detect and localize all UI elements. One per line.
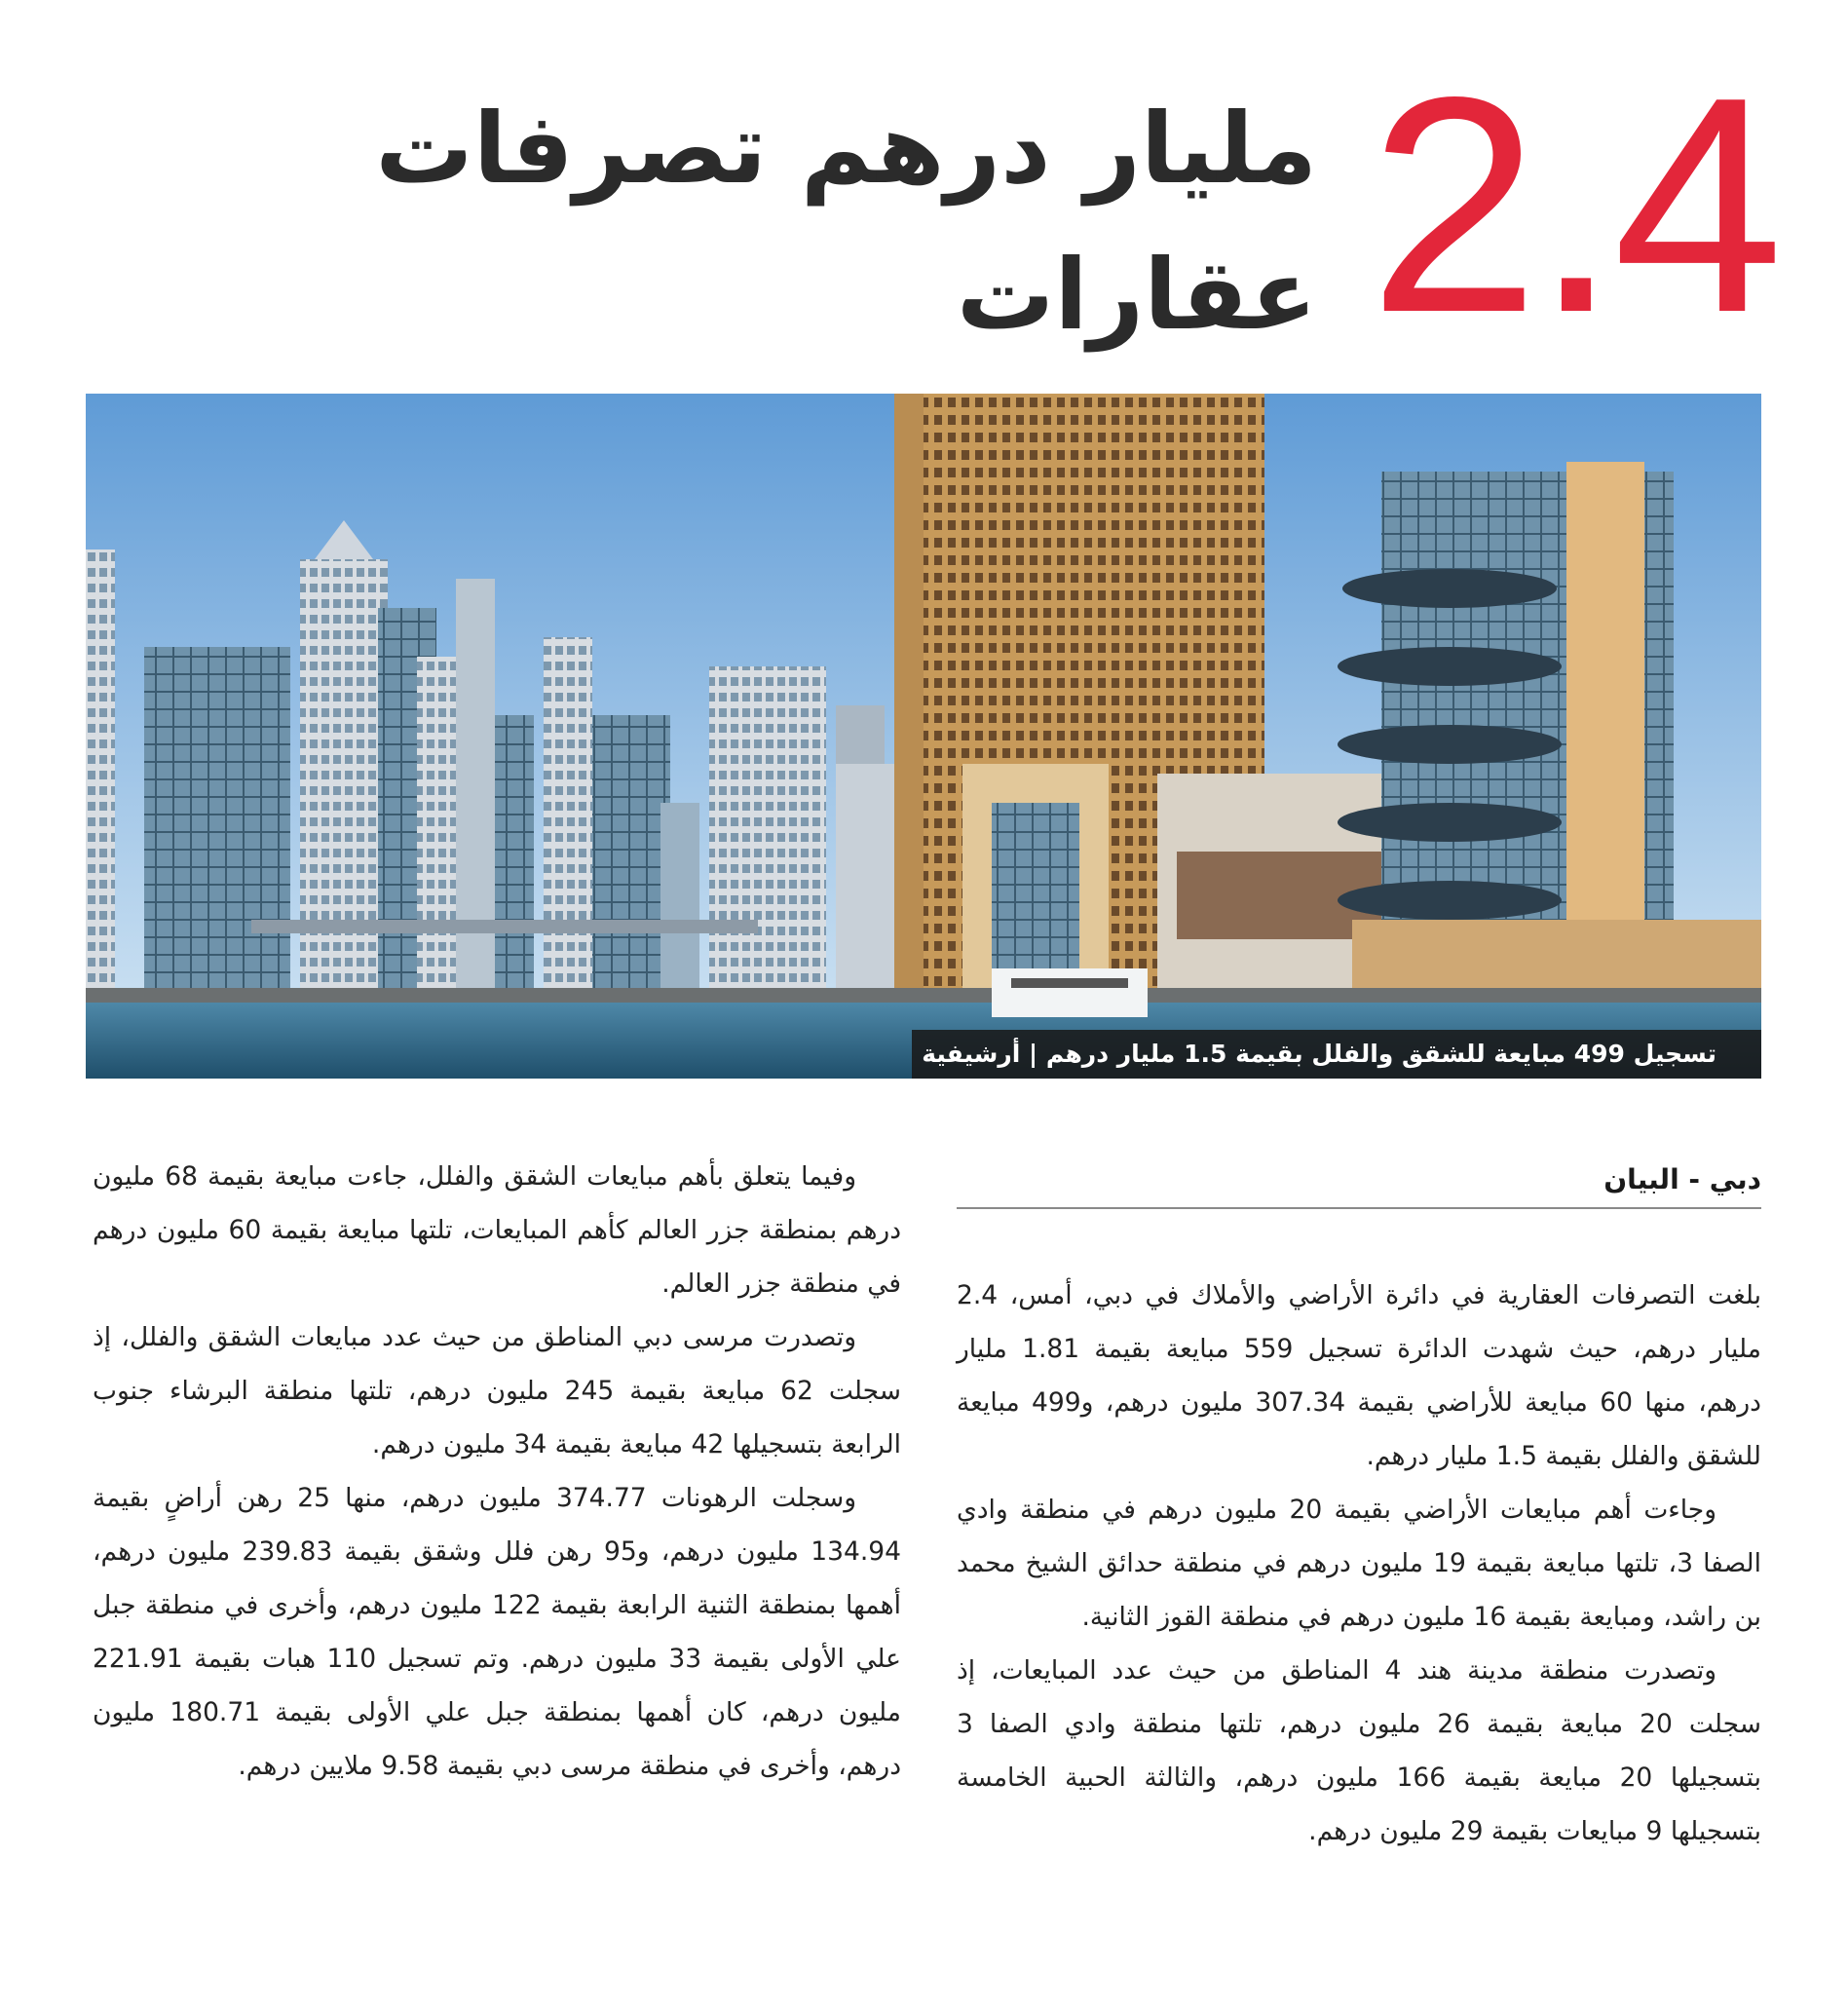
article-column-left — [93, 1150, 901, 1793]
article-dateline: دبي - البيان — [957, 1153, 1761, 1209]
paragraph: وجاءت أهم مبايعات الأراضي بقيمة 20 مليون درهم في منطقة وادي الصفا 3، تلتها مبايعة بقيمة 19 مليون درهم في منطقة حدائق الشيخ محمد بن راشد، ومبايعة بقيمة 16 مليون درهم في منطقة القوز الثانية. — [957, 1495, 1761, 1632]
photo-caption: تسجيل 499 مبايعة للشقق والفلل بقيمة 1.5 مليار درهم | أرشيفية — [912, 1030, 1761, 1079]
headline-area — [0, 0, 1848, 390]
paragraph: وفيما يتعلق بأهم مبايعات الشقق والفلل، جاءت مبايعة بقيمة 68 مليون درهم بمنطقة جزر العالم كأهم المبايعات، تلتها مبايعة بقيمة 60 مليون درهم في منطقة جزر العالم. — [93, 1161, 902, 1299]
article-column-right — [957, 1269, 1761, 1858]
headline-line-1: مليار درهم تصرفات عقارات — [375, 92, 1317, 352]
paragraph: بلغت التصرفات العقارية في دائرة الأراضي والأملاك في دبي، أمس، 2.4 مليار درهم، حيث شهدت الدائرة تسجيل 559 مبايعة بقيمة 1.81 مليار درهم، منها 60 مبايعة للأراضي بقيمة 307.34 مليون درهم، و499 مبايعة للشقق والفلل بقيمة 1.5 مليار درهم. — [957, 1280, 1761, 1471]
paragraph: وتصدرت مرسى دبي المناطق من حيث عدد مبايعات الشقق والفلل، إذ سجلت 62 مبايعة بقيمة 245 مليون درهم، تلتها منطقة البرشاء جنوب الرابعة بتسجيلها 42 مبايعة بقيمة 34 مليون درهم. — [93, 1322, 901, 1459]
dubai-marina-image — [86, 394, 1761, 1079]
headline-number: 2.4 — [1369, 33, 1778, 376]
paragraph: وسجلت الرهونات 374.77 مليون درهم، منها 25 رهن أراضٍ بقيمة 134.94 مليون درهم، و95 رهن فلل وشقق بقيمة 239.83 مليون درهم، أهمها بمنطقة الثنية الرابعة بقيمة 122 مليون درهم، وأخرى في منطقة جبل علي الأولى بقيمة 33 مليون درهم. وتم تسجيل 110 هبات بقيمة 221.91 مليون درهم، كان أهمها بمنطقة جبل علي الأولى بقيمة 180.71 مليون درهم، وأخرى في منطقة مرسى دبي بقيمة 9.58 ملايين درهم. — [93, 1483, 901, 1781]
article-photo — [86, 394, 1761, 1079]
paragraph: وتصدرت منطقة مدينة هند 4 المناطق من حيث عدد المبايعات، إذ سجلت 20 مبايعة بقيمة 26 مليون درهم، تلتها منطقة وادي الصفا 3 بتسجيلها 20 مبايعة بقيمة 166 مليون درهم، والثالثة الحبية الخامسة بتسجيلها 9 مبايعات بقيمة 29 مليون درهم. — [957, 1655, 1761, 1846]
